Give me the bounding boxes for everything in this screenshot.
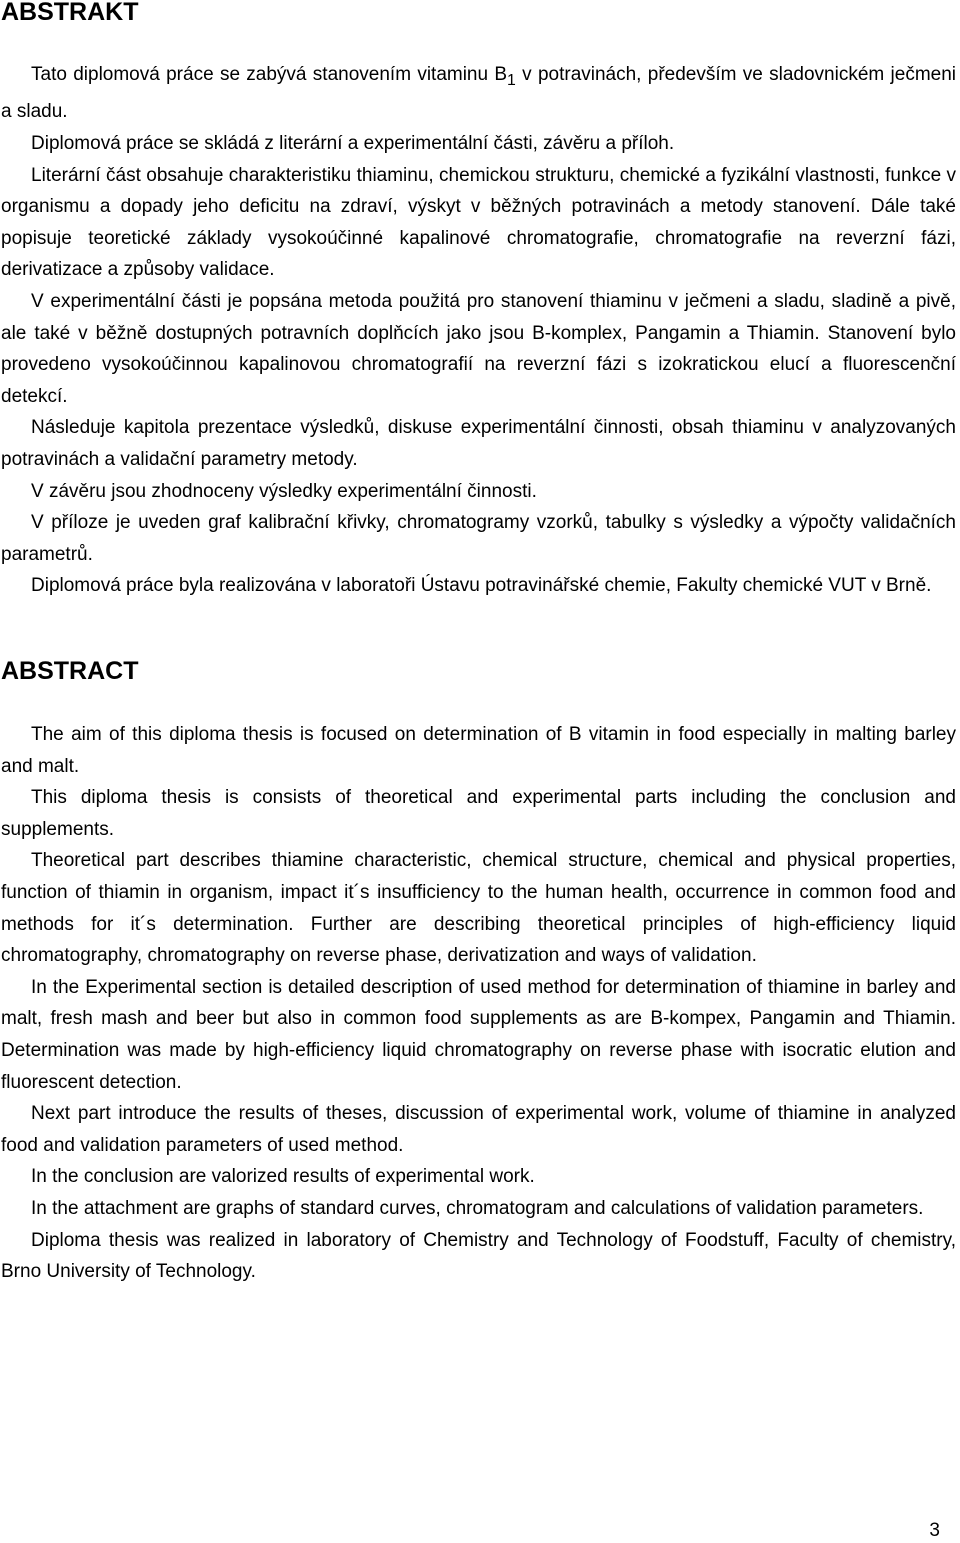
page-number: 3 bbox=[929, 1520, 940, 1541]
abstract-paragraph: In the Experimental section is detailed description of used method for determination of thiamine in barley and malt, fresh mash and beer but also in common food supplements as are B-kompex, Pangamin and Thiamin. Determination was made by high-efficiency liquid chromatography on reverse phase with isocratic elution and fluorescent detection. bbox=[1, 976, 956, 1093]
abstrakt-p1-text: Tato diplomová práce se zabývá stanovením vitaminu B bbox=[31, 64, 508, 85]
abstrakt-paragraph: Následuje kapitola prezentace výsledků, diskuse experimentální činnosti, obsah thiaminu v analyzovaných potravinách a validační parametry metody. bbox=[1, 417, 956, 470]
abstrakt-paragraph: V příloze je uveden graf kalibrační křivky, chromatogramy vzorků, tabulky s výsledky a výpočty validačních parametrů. bbox=[1, 512, 956, 565]
abstrakt-heading: ABSTRAKT bbox=[1, 0, 139, 26]
abstract-paragraph: Diploma thesis was realized in laboratory of Chemistry and Technology of Foodstuff, Faculty of chemistry, Brno University of Technology. bbox=[1, 1229, 956, 1283]
abstract-paragraph: In the conclusion are valorized results of experimental work. bbox=[31, 1166, 535, 1188]
abstrakt-paragraph: V experimentální části je popsána metoda použitá pro stanovení thiaminu v ječmeni a sladu, sladině a pivě, ale také v běžně dostupných potravních doplňcích jako jsou B-komplex, Pangamin a Thiamin. Stanovení bylo provedeno vysokoúčinnou kapalinovou chromatografií na reverzní fázi s izokratickou elucí a fluorescenční detekcí. bbox=[1, 290, 956, 407]
abstrakt-paragraph: V závěru jsou zhodnoceny výsledky experimentální činnosti. bbox=[31, 480, 537, 502]
abstrakt-paragraph bbox=[1, 59, 956, 128]
abstract-paragraph: In the attachment are graphs of standard curves, chromatogram and calculations of validation parameters. bbox=[31, 1197, 924, 1219]
abstract-paragraph: This diploma thesis is consists of theoretical and experimental parts including the conclusion and supplements. bbox=[1, 787, 956, 840]
abstract-paragraph: Next part introduce the results of theses, discussion of experimental work, volume of thiamine in analyzed food and validation parameters of used method. bbox=[1, 1103, 956, 1156]
abstrakt-p1-text-cont: v potravinách, především ve sladovnickém ječmeni a sladu. bbox=[1, 64, 956, 123]
abstract-paragraph: The aim of this diploma thesis is focused on determination of B vitamin in food especially in malting barley and malt. bbox=[1, 724, 956, 777]
abstract-heading: ABSTRACT bbox=[1, 657, 139, 685]
abstract-body bbox=[1, 719, 956, 1288]
vitamin-subscript: 1 bbox=[507, 71, 516, 89]
abstrakt-paragraph: Literární část obsahuje charakteristiku thiaminu, chemickou strukturu, chemické a fyzikální vlastnosti, funkce v organismu a dopady jeho deficitu na zdraví, výskyt v běžných potravinách a metody stanovení. Dále také popisuje teoretické základy vysokoúčinné kapalinové chromatografie, chromatografie na reverzní fázi, derivatizace a způsoby validace. bbox=[1, 164, 956, 281]
abstrakt-paragraph: Diplomová práce byla realizována v laboratoři Ústavu potravinářské chemie, Fakulty chemické VUT v Brně. bbox=[31, 575, 932, 597]
abstract-paragraph: Theoretical part describes thiamine characteristic, chemical structure, chemical and physical properties, function of thiamin in organism, impact it´s insufficiency to the human health, occurrence in common food and methods for it´s determination. Further are describing theoretical principles of high-efficiency liquid chromatography, chromatography on reverse phase, derivatization and ways of validation. bbox=[1, 850, 956, 967]
abstrakt-body bbox=[1, 59, 956, 602]
abstrakt-paragraph: Diplomová práce se skládá z literární a experimentální části, závěru a příloh. bbox=[31, 132, 675, 154]
